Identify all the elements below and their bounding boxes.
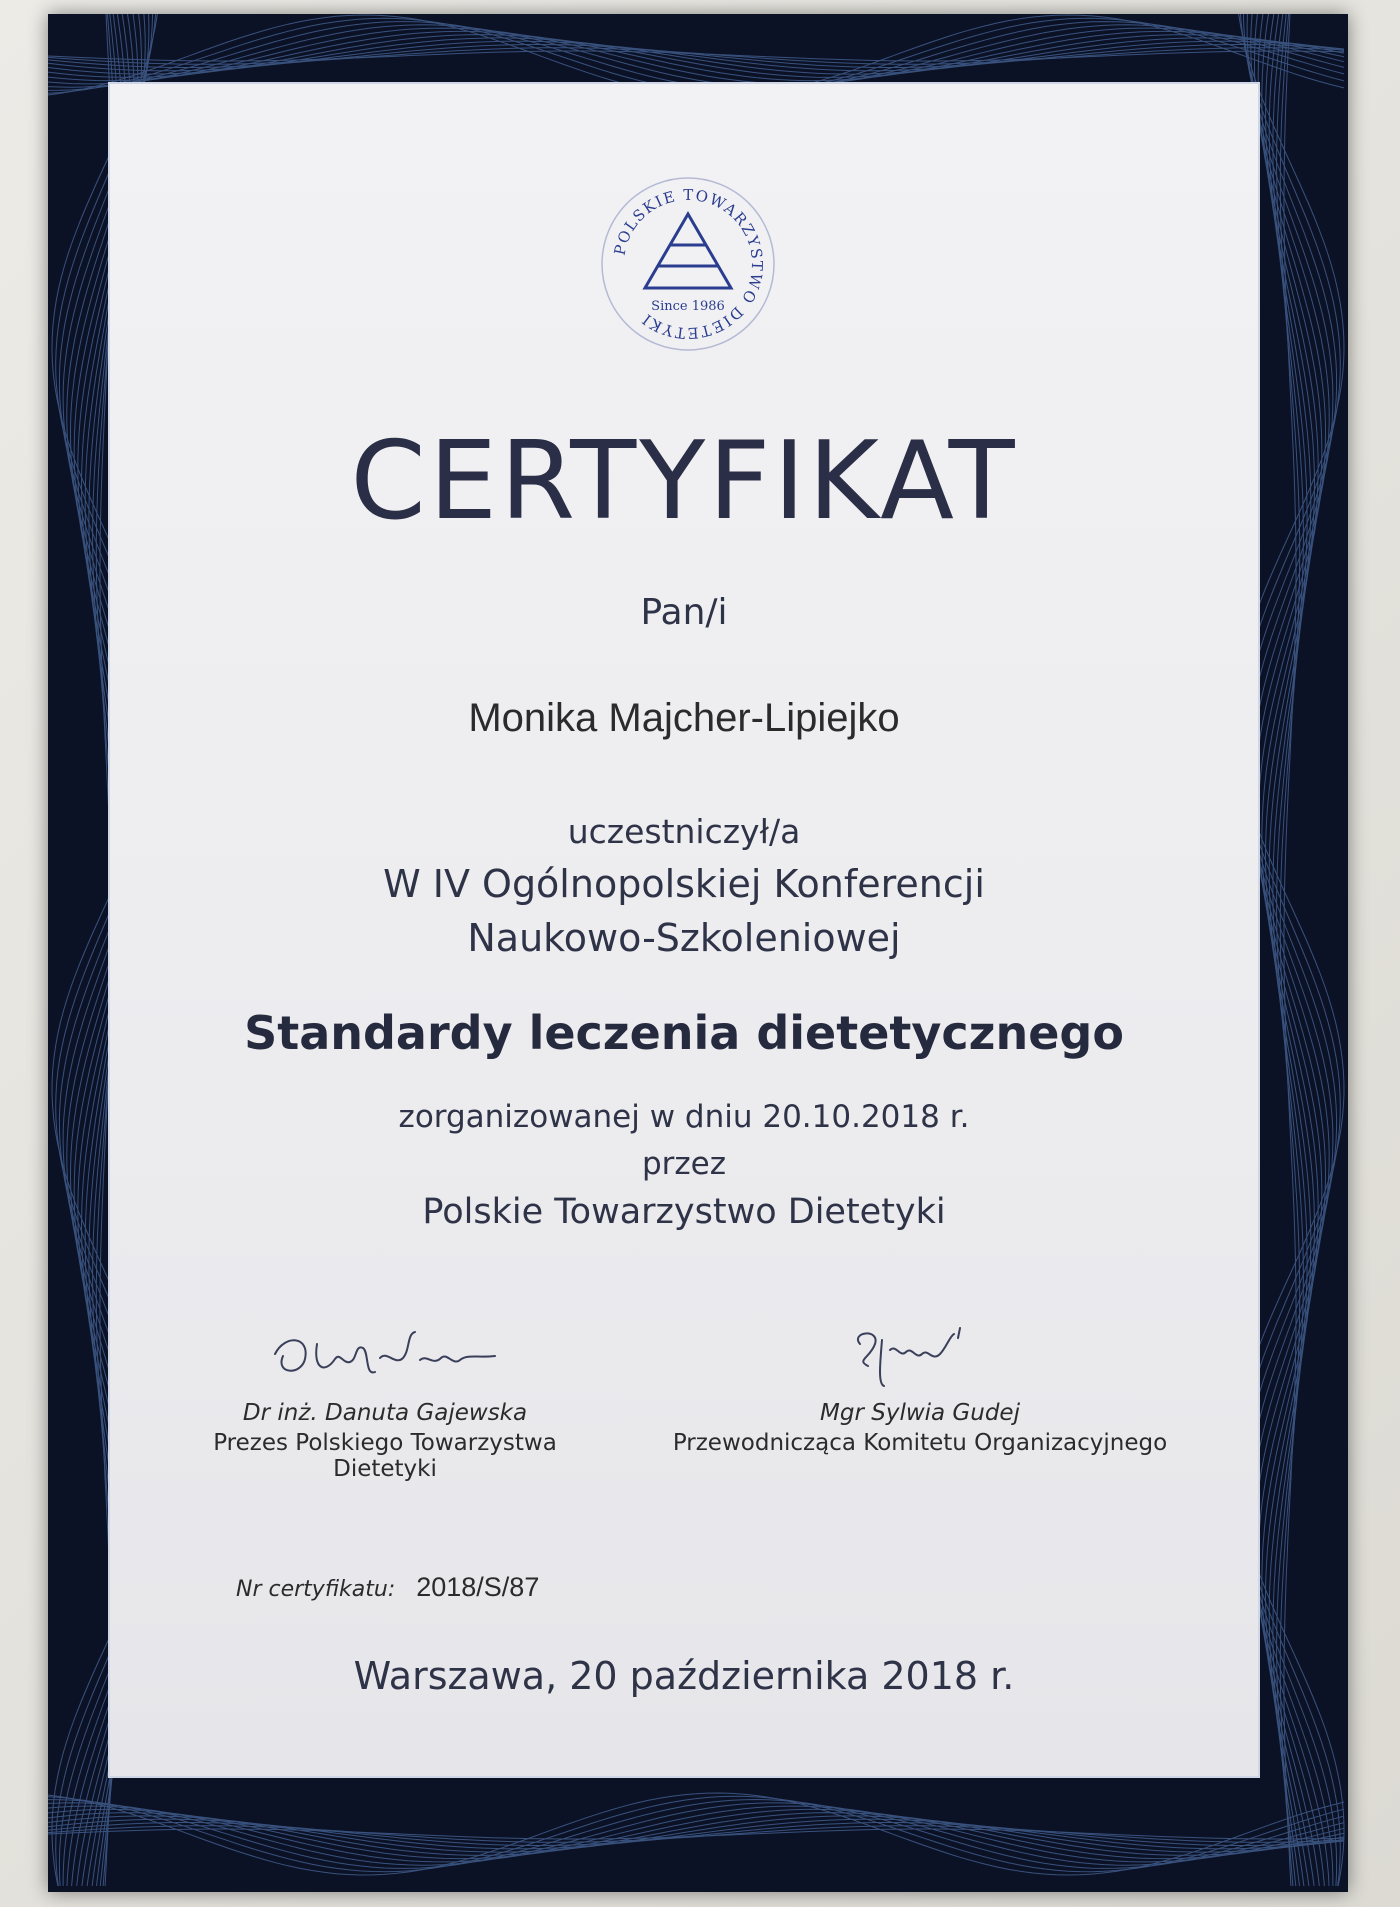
participation-text: uczestniczył/a: [567, 812, 801, 851]
signatory-role: Przewodnicząca Komitetu Organizacyjnego: [672, 1430, 1168, 1456]
conference-line-2: Naukowo-Szkoleniowej: [467, 916, 901, 960]
conference-topic: Standardy leczenia dietetycznego: [244, 1006, 1124, 1060]
signature-block-president: [160, 1314, 610, 1482]
signatory-name: Mgr Sylwia Gudej: [820, 1400, 1020, 1426]
organized-date: zorganizowanej w dniu 20.10.2018 r.: [398, 1099, 970, 1135]
logo-ring-text: POLSKIE TOWARZYSTWO DIETETYKI: [610, 185, 767, 343]
handwritten-signature: [820, 1314, 1020, 1394]
society-logo: [600, 176, 776, 352]
place-and-date: Warszawa, 20 października 2018 r.: [353, 1654, 1015, 1698]
signatory-name: Dr inż. Danuta Gajewska: [242, 1400, 528, 1426]
handwritten-signature: [255, 1314, 515, 1394]
certificate-number-value: 2018/S/87: [416, 1572, 540, 1602]
certificate-number-label: Nr certyfikatu:: [236, 1577, 396, 1602]
recipient-name: Monika Majcher-Lipiejko: [468, 696, 900, 740]
signatory-role: Prezes Polskiego Towarzystwa Dietetyki: [213, 1430, 557, 1482]
signature-block-chair: [670, 1314, 1170, 1456]
certificate-paper: [108, 82, 1260, 1778]
organizer-society: Polskie Towarzystwo Dietetyki: [422, 1192, 946, 1232]
conference-line-1: W IV Ogólnopolskiej Konferencji: [383, 862, 985, 906]
greeting: Pan/i: [640, 592, 728, 633]
certificate-title: CERTYFIKAT: [350, 419, 1018, 544]
organized-by: przez: [641, 1146, 727, 1182]
certificate-number: [236, 1572, 539, 1603]
logo-since: Since 1986: [651, 299, 725, 314]
